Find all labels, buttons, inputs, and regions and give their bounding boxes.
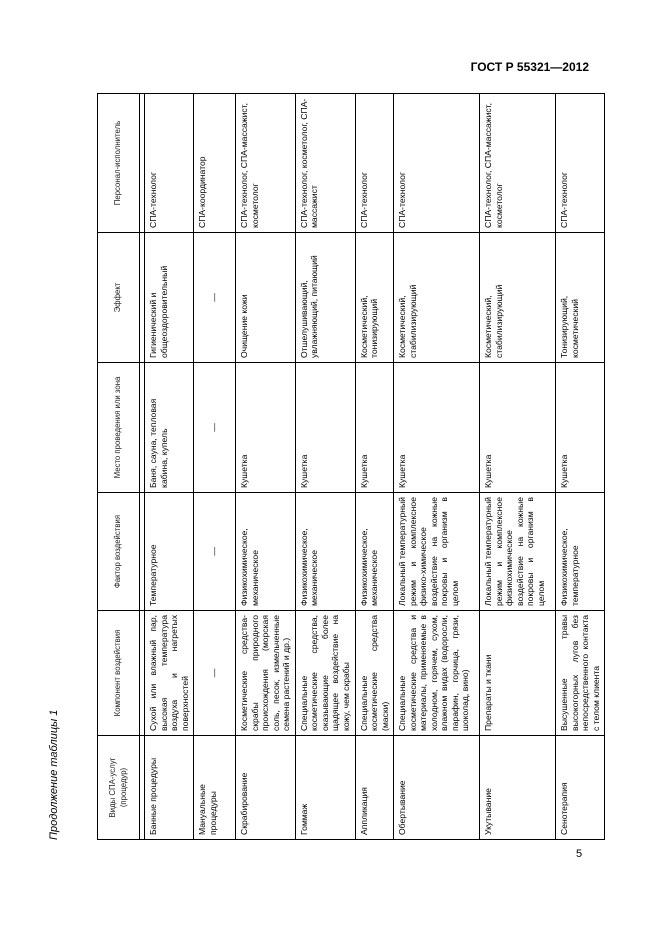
- cell-personnel: СПА-технолог: [556, 94, 605, 233]
- cell-factor: Физикохимическое, механическое: [295, 493, 355, 611]
- cell-location: Кушетка: [295, 363, 355, 493]
- table-row: [194, 94, 236, 840]
- rotated-table-wrapper: [97, 94, 601, 840]
- cell-service: Укутывание: [480, 736, 556, 840]
- header-effect: Эффект: [98, 233, 140, 363]
- cell-component: Сухой или влажный пар, высокая температура воздуха и нагретых поверхностей: [145, 611, 194, 736]
- cell-component: Высушенные травы высокогорных лугов без непосредственного контакта с телом клиента: [556, 611, 605, 736]
- header-service-type: Виды СПА-услуг (процедур): [98, 736, 140, 840]
- table-row: [355, 94, 394, 840]
- cell-effect: Косметический, тонизирующий: [355, 233, 394, 363]
- cell-location: Кушетка: [556, 363, 605, 493]
- cell-effect: —: [194, 233, 236, 363]
- procedures-table: [97, 93, 605, 840]
- table-row: [145, 94, 194, 840]
- cell-effect: Гигиенический и общеоздоровительный: [145, 233, 194, 363]
- cell-personnel: СПА-технолог: [355, 94, 394, 233]
- cell-service: Аппликация: [355, 736, 394, 840]
- table-row: [480, 94, 556, 840]
- cell-service: Скрабирование: [236, 736, 296, 840]
- page-number: 5: [576, 848, 583, 860]
- cell-location: —: [194, 363, 236, 493]
- cell-effect: Косметический, стабилизирующий: [480, 233, 556, 363]
- cell-effect: Тонизирующий, косметический: [556, 233, 605, 363]
- table-row: [236, 94, 296, 840]
- cell-factor: —: [194, 493, 236, 611]
- header-factor: Фактор воздействия: [98, 493, 140, 611]
- cell-location: Баня, сауна, тепловая кабина, купель: [145, 363, 194, 493]
- header-personnel: Персонал-исполнитель: [98, 94, 140, 233]
- cell-personnel: СПА-технолог, СПА-массажист, косметолог: [236, 94, 296, 233]
- cell-factor: Физикохимическое, температурное: [556, 493, 605, 611]
- table-row: [295, 94, 355, 840]
- cell-personnel: СПА-координатор: [194, 94, 236, 233]
- cell-location: Кушетка: [480, 363, 556, 493]
- cell-effect: Очищение кожи: [236, 233, 296, 363]
- cell-personnel: СПА-технолог: [394, 94, 480, 233]
- table-caption: Продолжение таблицы 1: [48, 709, 60, 840]
- table-row: [556, 94, 605, 840]
- header-location: Место проведения или зона: [98, 363, 140, 493]
- table-header-row: [98, 94, 140, 840]
- cell-effect: Косметический, стабилизирующий: [394, 233, 480, 363]
- cell-factor: Локальный температурный режим и комплексное физико-химическое воздействие на кожные покровы и организм в целом: [394, 493, 480, 611]
- header-component: Компонент воздействия: [98, 611, 140, 736]
- cell-effect: Отшелушивающий, увлажняющий, питающий: [295, 233, 355, 363]
- cell-component: —: [194, 611, 236, 736]
- cell-factor: Физикохимическое, механическое: [355, 493, 394, 611]
- table-row: [394, 94, 480, 840]
- cell-location: Кушетка: [394, 363, 480, 493]
- cell-service: Банные процедуры: [145, 736, 194, 840]
- cell-personnel: СПА-технолог, косметолог, СПА-массажист: [295, 94, 355, 233]
- cell-service: Обертывание: [394, 736, 480, 840]
- cell-factor: Температурное: [145, 493, 194, 611]
- cell-component: Специальные косметические средства (маски): [355, 611, 394, 736]
- cell-component: Специальные косметические средства, оказывающие более щадящее воздействие на кожу, чем скрабы: [295, 611, 355, 736]
- cell-component: Косметические средства-скрабы природного происхождения (морская соль, песок, измельченные семена растений и др.): [236, 611, 296, 736]
- cell-factor: Физикохимическое, механическое: [236, 493, 296, 611]
- cell-service: Мануальные процедуры: [194, 736, 236, 840]
- cell-service: Сенотерапия: [556, 736, 605, 840]
- cell-service: Гоммаж: [295, 736, 355, 840]
- cell-component: Специальные косметические средства и материалы, применяемые в холодном, горячем, сухом, влажном видах (водоросли, парафин, горчица, грязи, шоколад, вино): [394, 611, 480, 736]
- cell-personnel: СПА-технолог, СПА-массажист, косметолог: [480, 94, 556, 233]
- cell-location: Кушетка: [236, 363, 296, 493]
- cell-location: Кушетка: [355, 363, 394, 493]
- cell-factor: Локальный температурный режим и комплексное физикохимическое воздействие на кожные покровы и организм в целом: [480, 493, 556, 611]
- standard-number: ГОСТ Р 55321—2012: [470, 60, 589, 74]
- cell-component: Препараты и ткани: [480, 611, 556, 736]
- cell-personnel: СПА-технолог: [145, 94, 194, 233]
